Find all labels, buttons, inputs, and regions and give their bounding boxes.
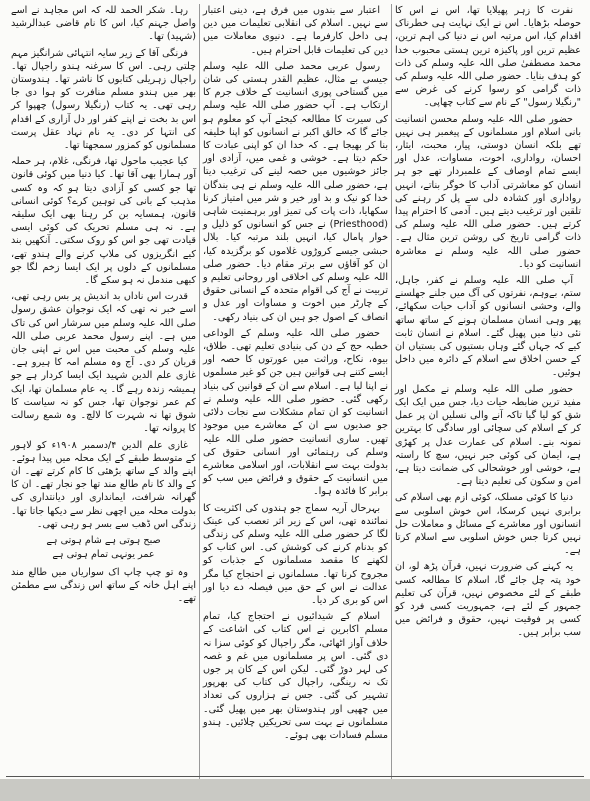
paragraph: فرنگی آقا کے زیر سایہ انتہائی شرانگیز مہم چلتی رہی۔ اس کا سرغنہ ہندو راجپال تھا۔ راجپال زہریلی کتابوں کا ناشر تھا۔ ہندوستان بھر میں ہندو مسلم منافرت کو ہوا دی جا رہی تھی۔ یہ کتاب (رنگیلا رسول) چھپوا کر اس بد بخت نے اپنے کفر اور دل آزاری کے اقدام کی انتہا کر دی۔ یہ نام نہاد عقل پرست مسلمانوں کو کمزور سمجھتا تھا۔ — [11, 47, 196, 152]
column-left — [8, 4, 200, 779]
paragraph: اسلام کے شیدائیوں نے احتجاج کیا، تمام مسلم اکابرین نے اس کتاب کی اشاعت کے خلاف آواز اٹھائی، مگر راجپال کو کوئی سزا نہ دی گئی۔ اس پر مسلمانوں میں غم و غصہ کی لہر دوڑ گئی۔ لیکن اس کے کان پر جوں تک نہ رینگی، راجپال کی کتاب کی بھرپور تشہیر کی گئی۔ جس نے ہزاروں کی تعداد میں چھپی اور ہندوستان بھر میں پھیل گئی۔ مسلمانوں نے بہت سی تحریکیں چلائیں۔ ہندو مسلم فسادات بھی ہوئے۔ — [203, 611, 388, 741]
paragraph: بہرحال آریہ سماج جو ہندوں کی اکثریت کا نمائندہ تھی، اس کے زیر اثر تعصب کی عینک لگا کر حضور صلی اللہ علیہ وسلم کی زندگی کو بدنام کرنے کی کوشش کی۔ اس کتاب کو لکھنے کا مقصد مسلمانوں کے جذبات کو مجروح کرنا تھا۔ مسلمانوں نے احتجاج کیا مگر عدالت نے اس کے حق میں فیصلہ دے دیا اور اس کو بری کر دیا۔ — [203, 502, 388, 606]
column-right — [392, 4, 584, 779]
paragraph: حضور صلی اللہ علیہ وسلم نے مکمل اور مفید ترین ضابطہ حیات دیا، جس میں ایک ایک شق کو لیا گیا تاکہ آنے والی نسلیں ان پر عمل کر کے اسلام کی سچائی اور سادگی کا بہترین نمونہ بنے۔ اسلام کی عمارت عدل پر کھڑی ہے، ایمان کی کوئی جبر نہیں، سچ کا راستہ ہے، خوشی اور خوشحالی کی ضمانت دیتا ہے، امن و سکون کی تعلیم دیتا ہے۔ — [395, 383, 581, 488]
poem-line: عمر یونہی تمام ہوتی ہے — [52, 548, 155, 560]
paragraph: رہا۔ شکر الحمد للہ کہ اس مجاہد نے اسے واصل جہنم کیا، اس کا نام قاضی عبدالرشید (شہید) تھا۔ — [11, 5, 196, 43]
paragraph: کیا عجیب ماحول تھا، فرنگی، غلام، ہر حملہ آور ہمارا بھی آقا تھا۔ کیا دنیا میں کوئی قانون تھا جو کسی کو آزادی دیتا ہو کہ وہ کسی مذہب کے بانی کی توہین کرے؟ کوئی انسانی قانون، ہمسایہ بن کر رہنا بھی ایک سلیقہ ہے۔ نہ ہی مسلم تحریک کی کوئی ایسی قیادت تھی جو اس کو روک سکتی۔ آنکھیں بند کیے انگریزوں کی ملاپ کرنے والے ہندو تھے، مسلمانوں کے دلوں پر ایک ایسا زخم لگا جو کبھی مندمل نہ ہو سکے گا۔ — [11, 156, 196, 287]
paragraph: حضور صلی اللہ علیہ وسلم محسن انسانیت بانی اسلام اور مسلمانوں کے پیغمبر ہی نہیں تھے بلکہ انسان دوستی، پیار، محبت، ایثار، احسان، رواداری، اخوت، مساوات، عدل اور ایسے تمام اوصاف کے علمبردار تھے جو ہر انسان کو معاشرتی آداب کا خوگر بناتے، انہیں رواداری اور کشادہ دلی سے پل کر رہنے کی تلقین اور ترغیب دیتے ہیں۔ آدمی کا احترام پیدا کرتے ہیں۔ حضور صلی اللہ علیہ وسلم کی ذات گرامی تاریخ کی روشن ترین مثال ہے۔ حضور صلی اللہ علیہ وسلم نے معاشرہ انسانیت کو دیا۔ — [395, 113, 581, 270]
paragraph: قدرت اس ناداں بد اندیش پر بس رہی تھی، اسے خبر نہ تھی کہ ایک نوجوان عشق رسول صلی اللہ علیہ وسلم میں سرشار اس کی تاک میں ہے۔ اپنے رسول محمد عربی صلی اللہ علیہ وسلم کی محبت میں اس نے اپنی جان قربان کر دی۔ آج وہ مسلم امہ کا ہیرو ہے۔ غازی علم الدین شہید ایک ایسا کردار ہے جو ہمیشہ زندہ رہے گا۔ یہ عام مسلمان تھا، ایک کم عمر نوجوان تھا، جس کو نہ سیاست کا شوق تھا نہ شہرت کا لالچ۔ وہ شمع رسالت کا پروانہ تھا۔ — [11, 291, 196, 435]
paragraph: حضور صلی اللہ علیہ وسلم کے الوداعی خطبہ حج کے دن کی بنیادی تعلیم تھی۔ طلاق، بیوہ، نکاح، وراثت میں عورتوں کا حصہ اور ایسے کتنے ہی قوانین ہیں جن کو غیر مسلموں نے اپنا لیا ہے۔ اسلام سے ان کے قوانین کی بنیاد رکھی گئی۔ حضور صلی اللہ علیہ وسلم نے انسانیت کو ان تمام مشکلات سے نجات دلائی جو صدیوں سے ان کے معاشرے میں موجود تھیں۔ ساری انسانیت حضور صلی اللہ علیہ وسلم کی رہنمائی اور انسانی حقوق کی بدولت بہت سے انقلابات، اور اسلامی معاشرے میں انسانیت کے حقوق و فرائض میں سب کو برابر کا فائدہ ہوا۔ — [203, 327, 388, 498]
paragraph: دنیا کا کوئی مسلک، کوئی ازم بھی اسلام کی برابری نہیں کرسکا، اس خوش اسلوبی سے انسانوں اور معاشرے کے مسائل و معاملات حل نہیں کرتا جس خوش اسلوبی سے اسلام کرتا ہے۔ — [395, 492, 581, 557]
poem-couplet — [11, 534, 196, 562]
text-columns — [6, 4, 584, 779]
column-middle — [200, 4, 392, 779]
paragraph: رسول عربی محمد صلی اللہ علیہ وسلم جیسی بے مثال، عظیم القدر ہستی کی شان میں گستاخی پوری انسانیت کے خلاف جرم کا ارتکاب ہے۔ آپ حضور صلی اللہ علیہ وسلم کی سیرت کا مطالعہ کیجئے آپ کو معلوم ہو جائے گا کہ خالق اکبر نے انسانوں کو اپنا خلیفہ بنا کر بھیجا ہے۔ کہ خدا ان کو اپنی عبادت کا حکم دیتا ہے۔ خوشی و غمی میں، آزادی اور جائز خوشیوں میں حصہ لینے کی ترغیب دیتا ہے، حضور صلی اللہ علیہ وسلم نے ہی بندگان خدا کو نیک و بد اور خیر و شر میں امتیاز کرنا سکھایا، ذات پات کی تمیز اور برہمنیت شاہی (Priesthood) نے جس کو انسانوں کو ذلیل و خوار پامال کیا، انہیں بلند مرتبہ کیا۔ بلال حبشی جیسے کروڑوں غلاموں کو برگزیدہ کیا، ان کو آقاؤں سے برتر مقام دیا۔ حضور صلی اللہ علیہ وسلم کی اخلاقی اور روحانی تعلیم و تربیت نے آج کی اقوام متحدہ کے انسانی حقوق کے چارٹر میں اخوت و مساوات اور عدل و انصاف کے اصول جو ہیں ان کی بنیاد رکھی۔ — [203, 60, 388, 323]
paragraph: آپ صلی اللہ علیہ وسلم نے کفر، جاہل، ستم، بےوہم، نفرتوں کی آگ میں جلنے جھلسنے والے، وحشی انسانوں کو آداب حیات سکھائے، پھر وہی انسان مسلمان ہونے کے ساتھ ساتھ نئی دنیا میں پھیل گئے۔ اسلام نے انسان ثابت کیے کہ جہاں گئے وہاں بستیوں کی بستیاں ان کے حسن اخلاق سے اسلام کے دائرہ میں داخل ہوئیں۔ — [395, 275, 581, 379]
scan-bottom-strip — [0, 779, 590, 801]
paragraph: یہ کہنے کی ضرورت نہیں، قرآن پڑھ لو، ان خود پتہ چل جائے گا، اسلام کا مطالعہ کسی طبقے کے لئے مخصوص نہیں، قرآن کی تعلیم جمہور کے لئے ہے، جمہوریت کسی فرد کو کسی پر فوقیت نہیں، حقوق و فرائض میں سب برابر ہیں۔ — [395, 561, 581, 639]
footer-rule — [6, 776, 584, 777]
poem-line: صبح ہوتی ہے شام ہوتی ہے — [46, 534, 161, 546]
paragraph: اعتبار سے بندوں میں فرق ہے، دینی اعتبار سے نہیں۔ اسلام کی انقلابی تعلیمات میں دین ہی داخل کارفرما ہے۔ دنیوی معاملات میں دین کی تعلیمات قابل احترام ہیں۔ — [203, 5, 388, 56]
paragraph: وہ تو چپ چاپ اک سواریاں میں طالع مند اپنے اہل خانہ کے ساتھ اس زندگی سے مطمئن تھے۔ — [11, 566, 196, 605]
paragraph: نفرت کا زہر پھیلایا تھا، اس نے اس کا حوصلہ بڑھایا۔ اس نے ایک نہایت ہی خطرناک اقدام کیا، اس مرتبہ اس نے دنیا کی اہم ترین، عظیم ترین اور پاکیزہ ترین ہستی محبوب خدا محمد مصطفیٰ صلی اللہ علیہ وسلم کی ذات کو ہدف بنایا۔ حضور صلی اللہ علیہ وسلم کی ذات گرامی کو رسوا کرنے کی غرض سے "رنگیلا رسول" کے نام سے کتاب چھاپی۔ — [395, 5, 581, 109]
paragraph: غازی علم الدین ۴/دسمبر ۱۹۰۸ء کو لاہور کے متوسط طبقے کے ایک محلہ میں پیدا ہوئے۔ اپنے والد کے ساتھ بڑھئی کا کام کرتے تھے۔ ان کے والد کا نام طالع مند تھا جو نجار تھے۔ ان کا گھرانہ شرافت، ایمانداری اور دیانتداری کی بدولت محلہ میں اچھی نظر سے دیکھا جاتا تھا۔ زندگی اس ڈھب سے بسر ہو رہی تھی۔ — [11, 439, 196, 530]
